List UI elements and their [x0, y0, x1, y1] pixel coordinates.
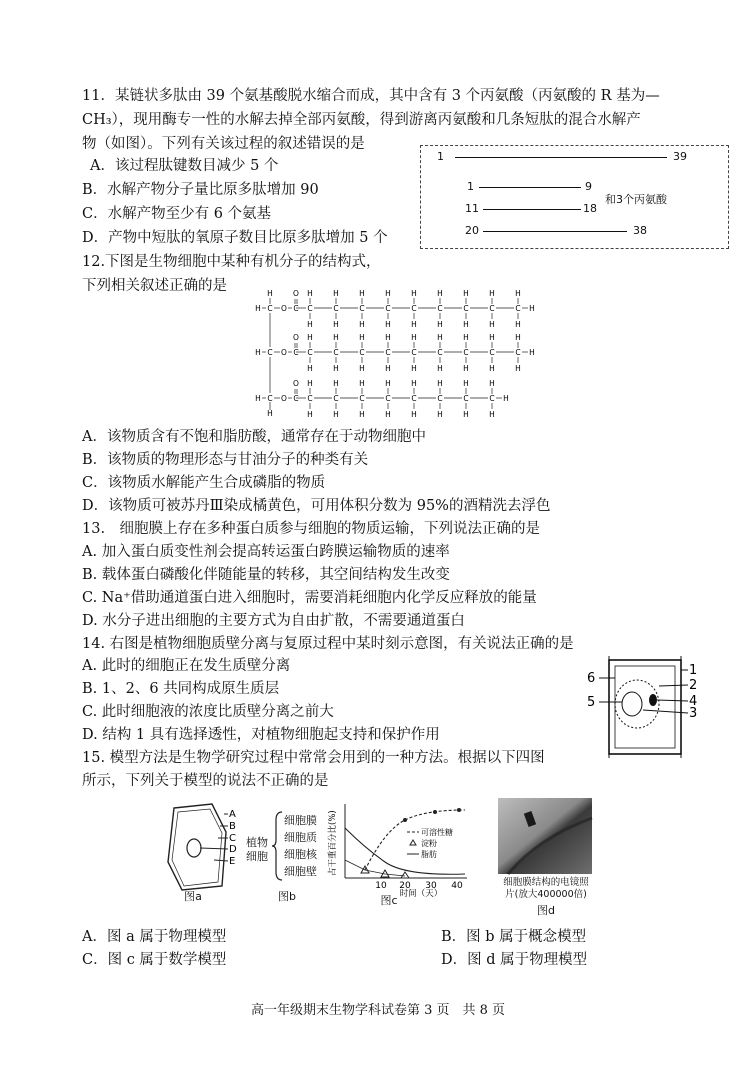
carbon-atom: C	[515, 304, 521, 313]
q15-stem-line1: 15. 模型方法是生物学研究过程中常常会用到的一种方法。根据以下四图	[82, 750, 545, 766]
peptide-note: 和3个丙氨酸	[605, 193, 667, 206]
vacuole	[622, 692, 642, 716]
hydrogen-atom: H	[359, 333, 365, 342]
hydrogen-atom: H	[489, 410, 495, 419]
fig-a-membrane	[172, 809, 222, 886]
carbon-atom: C	[515, 348, 521, 357]
carbon-atom: C	[489, 304, 495, 313]
fig-b-item-1: 细胞膜	[284, 814, 317, 827]
hydrogen-atom: H	[437, 320, 443, 329]
hydrogen-atom: H	[515, 333, 521, 342]
hydrogen-atom: H	[411, 289, 417, 298]
peptide-label: 9	[585, 180, 592, 193]
carbon-atom: C	[333, 348, 339, 357]
carbon-atom: C	[293, 348, 299, 357]
q14-option-c: C. 此时细胞液的浓度比质壁分离之前大	[82, 704, 334, 720]
hydrogen-atom: H	[529, 348, 535, 357]
hydrogen-atom: H	[255, 304, 261, 313]
fig-c-seed-composition-chart	[325, 800, 475, 904]
carbon-atom: C	[385, 394, 391, 403]
q13-option-a: A. 加入蛋白质变性剂会提高转运蛋白跨膜运输物质的速率	[82, 544, 450, 560]
q14-option-a: A. 此时的细胞正在发生质壁分离	[82, 658, 291, 674]
hydrogen-atom: H	[437, 364, 443, 373]
q15-stem-line2: 所示，下列关于模型的说法不正确的是	[82, 773, 329, 789]
fig-a-label-e: E	[229, 856, 236, 867]
fig-c-legend-starch: 淀粉	[421, 839, 437, 848]
cell-label-6: 6	[587, 671, 596, 686]
hydrogen-atom: H	[333, 379, 339, 388]
hydrogen-atom: H	[385, 379, 391, 388]
carbon-atom: C	[385, 304, 391, 313]
q12-stem-line1: 12.下图是生物细胞中某种有机分子的结构式，	[82, 254, 381, 270]
q15-option-c: C．图 c 属于数学模型	[82, 952, 227, 968]
fig-d-electron-micrograph	[498, 798, 592, 874]
hydrogen-atom: H	[359, 379, 365, 388]
peptide-label: 39	[673, 150, 687, 163]
peptide-segment-line	[483, 231, 627, 232]
hydrogen-atom: H	[385, 320, 391, 329]
q12-stem-line2: 下列相关叙述正确的是	[82, 278, 227, 294]
q15-option-a: A．图 a 属于物理模型	[82, 929, 227, 945]
carbon-atom: C	[463, 348, 469, 357]
cell-label-1: 1	[689, 663, 698, 678]
oxygen-atom: O	[293, 333, 299, 342]
hydrogen-atom: H	[333, 320, 339, 329]
carbon-atom: C	[489, 348, 495, 357]
carbon-atom: C	[267, 394, 273, 403]
fig-c-legend-starch-swatch	[410, 840, 416, 845]
hydrogen-atom: H	[411, 410, 417, 419]
hydrogen-atom: H	[489, 379, 495, 388]
hydrogen-atom: H	[463, 379, 469, 388]
carbon-atom: C	[307, 348, 313, 357]
page-footer: 高一年级期末生物学科试卷第 3 页 共 8 页	[250, 1003, 506, 1018]
hydrogen-atom: H	[333, 364, 339, 373]
peptide-label: 11	[465, 202, 479, 215]
fig-b-left-2: 细胞	[246, 850, 268, 863]
nucleus	[649, 694, 657, 706]
hydrogen-atom: H	[385, 410, 391, 419]
hydrogen-atom: H	[489, 364, 495, 373]
carbon-atom: C	[333, 394, 339, 403]
fig-c-legend-fat: 脂肪	[421, 850, 437, 859]
fig-c-legend-sugar: 可溶性糖	[421, 828, 453, 837]
carbon-atom: C	[307, 394, 313, 403]
fig-a-cell-wall	[168, 804, 226, 890]
q11-option-b: B．水解产物分子量比原多肽增加 90	[82, 182, 319, 198]
hydrogen-atom: H	[411, 364, 417, 373]
hydrogen-atom: H	[411, 320, 417, 329]
carbon-atom: C	[359, 304, 365, 313]
carbon-atom: C	[489, 394, 495, 403]
hydrogen-atom: H	[411, 379, 417, 388]
carbon-atom: C	[385, 348, 391, 357]
q15-option-b: B．图 b 属于概念模型	[441, 929, 587, 945]
hydrogen-atom: H	[463, 320, 469, 329]
carbon-atom: C	[437, 348, 443, 357]
q13-option-d: D. 水分子进出细胞的主要方式为自由扩散，不需要通道蛋白	[82, 613, 465, 629]
fig-a-label-c: C	[229, 833, 236, 844]
oxygen-atom: O	[281, 348, 287, 357]
hydrogen-atom: H	[255, 348, 261, 357]
fig-b-caption: 图b	[278, 890, 296, 903]
fig-d-caption-line1: 细胞膜结构的电镜照	[503, 877, 589, 888]
hydrogen-atom: H	[437, 410, 443, 419]
q11-stem-line1: 11．某链状多肽由 39 个氨基酸脱水缩合而成，其中含有 3 个丙氨酸（丙氨酸的 R 基为—	[82, 88, 660, 104]
cell-wall	[609, 660, 681, 754]
fig-c-xtick: 30	[425, 881, 437, 891]
hydrogen-atom: H	[503, 394, 509, 403]
hydrogen-atom: H	[437, 333, 443, 342]
q12-option-c: C．该物质水解能产生合成磷脂的物质	[82, 475, 326, 491]
fig-b-item-4: 细胞壁	[284, 865, 317, 878]
carbon-atom: C	[463, 304, 469, 313]
hydrogen-atom: H	[359, 410, 365, 419]
cell-label-2: 2	[689, 678, 698, 693]
hydrogen-atom: H	[463, 410, 469, 419]
hydrogen-atom: H	[307, 289, 313, 298]
carbon-atom: C	[359, 394, 365, 403]
carbon-atom: C	[293, 304, 299, 313]
fig-c-xtick: 20	[399, 881, 411, 891]
q15-option-d: D．图 d 属于物理模型	[441, 952, 588, 968]
hydrogen-atom: H	[463, 364, 469, 373]
hydrogen-atom: H	[515, 289, 521, 298]
hydrogen-atom: H	[307, 410, 313, 419]
hydrogen-atom: H	[255, 394, 261, 403]
hydrogen-atom: H	[359, 364, 365, 373]
q12-option-a: A．该物质含有不饱和脂肪酸，通常存在于动物细胞中	[82, 429, 426, 445]
q14-option-b: B. 1、2、6 共同构成原生质层	[82, 681, 280, 697]
q11-option-a: A．该过程肽键数目减少 5 个	[90, 158, 279, 174]
hydrogen-atom: H	[333, 333, 339, 342]
hydrogen-atom: H	[463, 333, 469, 342]
q11-option-c: C．水解产物至少有 6 个氨基	[82, 206, 272, 222]
cell-label-5: 5	[587, 695, 596, 710]
carbon-atom: C	[437, 394, 443, 403]
fig-c-xtick: 10	[375, 881, 387, 891]
cell-label-3: 3	[689, 706, 698, 721]
fig-d-caption: 图d	[537, 904, 555, 917]
cell-label-4: 4	[689, 694, 698, 709]
hydrogen-atom: H	[385, 289, 391, 298]
hydrogen-atom: H	[437, 289, 443, 298]
carbon-atom: C	[333, 304, 339, 313]
hydrogen-atom: H	[489, 333, 495, 342]
hydrogen-atom: H	[359, 289, 365, 298]
fig-c-xtick: 40	[451, 881, 463, 891]
figure-a-plant-cell	[160, 802, 240, 898]
hydrogen-atom: H	[333, 410, 339, 419]
fig-b-item-3: 细胞核	[284, 848, 317, 861]
hydrogen-atom: H	[333, 289, 339, 298]
peptide-label: 1	[467, 180, 474, 193]
hydrogen-atom: H	[385, 333, 391, 342]
q12-option-b: B．该物质的物理形态与甘油分子的种类有关	[82, 452, 369, 468]
fig-b-item-2: 细胞质	[284, 831, 317, 844]
carbon-atom: C	[411, 348, 417, 357]
carbon-atom: C	[359, 348, 365, 357]
hydrogen-atom: H	[515, 320, 521, 329]
peptide-diagram	[420, 145, 729, 249]
fig-a-nucleus	[187, 839, 201, 857]
fig-a-label-b: B	[229, 821, 236, 832]
carbon-atom: C	[411, 394, 417, 403]
carbon-atom: C	[267, 348, 273, 357]
peptide-label: 38	[633, 224, 647, 237]
fig-c-fat-point	[403, 818, 407, 822]
oxygen-atom: O	[281, 304, 287, 313]
peptide-segment-line	[483, 209, 581, 210]
hydrogen-atom: H	[489, 320, 495, 329]
fig-a-caption: 图a	[184, 890, 202, 903]
carbon-atom: C	[437, 304, 443, 313]
fig-c-fat-point	[433, 810, 437, 814]
fig-c-starch-point	[401, 872, 409, 878]
carbon-atom: C	[267, 304, 273, 313]
fig-a-leader	[200, 848, 228, 849]
fig-d-photo	[498, 798, 592, 874]
fig-c-caption: 图c	[380, 894, 398, 907]
carbon-atom: C	[411, 304, 417, 313]
hydrogen-atom: H	[307, 333, 313, 342]
q13-option-c: C. Na⁺借助通道蛋白进入细胞时，需要消耗细胞内化学反应释放的能量	[82, 590, 537, 606]
fig-a-label-a: A	[229, 809, 236, 820]
carbon-atom: C	[463, 394, 469, 403]
fig-c-fat-line	[365, 810, 465, 870]
peptide-segment-line	[479, 187, 581, 188]
q12-option-d: D．该物质可被苏丹Ⅲ染成橘黄色，可用体积分数为 95%的酒精洗去浮色	[82, 498, 551, 514]
hydrogen-atom: H	[267, 289, 273, 298]
q11-stem-line2: CH₃），现用酶专一性的水解去掉全部丙氨酸，得到游离丙氨酸和几条短肽的混合水解产	[82, 112, 641, 128]
hydrogen-atom: H	[359, 320, 365, 329]
hydrogen-atom: H	[267, 409, 273, 418]
peptide-label: 20	[465, 224, 479, 237]
hydrogen-atom: H	[385, 364, 391, 373]
fig-a-leader	[214, 860, 228, 861]
hydrogen-atom: H	[307, 320, 313, 329]
fig-c-ylabel: 占干重百分比(%)	[328, 810, 338, 876]
peptide-label: 1	[437, 150, 444, 163]
oxygen-atom: O	[281, 394, 287, 403]
q11-option-d: D．产物中短肽的氧原子数目比原多肽增加 5 个	[82, 230, 388, 246]
fig-b-brace	[270, 810, 284, 882]
fig-b-brace-path	[272, 812, 282, 880]
q11-stem-line3: 物（如图）。下列有关该过程的叙述错误的是	[82, 136, 365, 152]
hydrogen-atom: H	[529, 304, 535, 313]
label-leader	[659, 685, 688, 686]
carbon-atom: C	[293, 394, 299, 403]
fig-c-xlabel: 时间（天）	[399, 889, 443, 899]
hydrogen-atom: H	[463, 289, 469, 298]
hydrogen-atom: H	[411, 333, 417, 342]
fig-c-fat-point	[457, 808, 461, 812]
q13-option-b: B. 载体蛋白磷酸化伴随能量的转移，其空间结构发生改变	[82, 567, 450, 583]
hydrogen-atom: H	[515, 364, 521, 373]
peptide-label: 18	[583, 202, 597, 215]
hydrogen-atom: H	[307, 364, 313, 373]
fig-a-label-d: D	[229, 844, 237, 855]
q13-stem: 13. 细胞膜上存在多种蛋白质参与细胞的物质运输，下列说法正确的是	[82, 521, 541, 537]
q14-option-d: D. 结构 1 具有选择透性，对植物细胞起支持和保护作用	[82, 727, 440, 743]
label-leader	[657, 700, 688, 701]
carbon-atom: C	[307, 304, 313, 313]
hydrogen-atom: H	[489, 289, 495, 298]
triglyceride-structure	[250, 289, 535, 420]
fig-b-left-1: 植物	[246, 836, 268, 849]
fig-d-caption-line2: 片(放大400000倍)	[505, 889, 587, 900]
hydrogen-atom: H	[437, 379, 443, 388]
peptide-full-line	[455, 157, 667, 158]
hydrogen-atom: H	[307, 379, 313, 388]
q14-stem: 14. 右图是植物细胞质壁分离与复原过程中某时刻示意图，有关说法正确的是	[82, 636, 574, 652]
oxygen-atom: O	[293, 379, 299, 388]
plasmolysis-cell-diagram	[585, 658, 703, 758]
oxygen-atom: O	[293, 289, 299, 298]
